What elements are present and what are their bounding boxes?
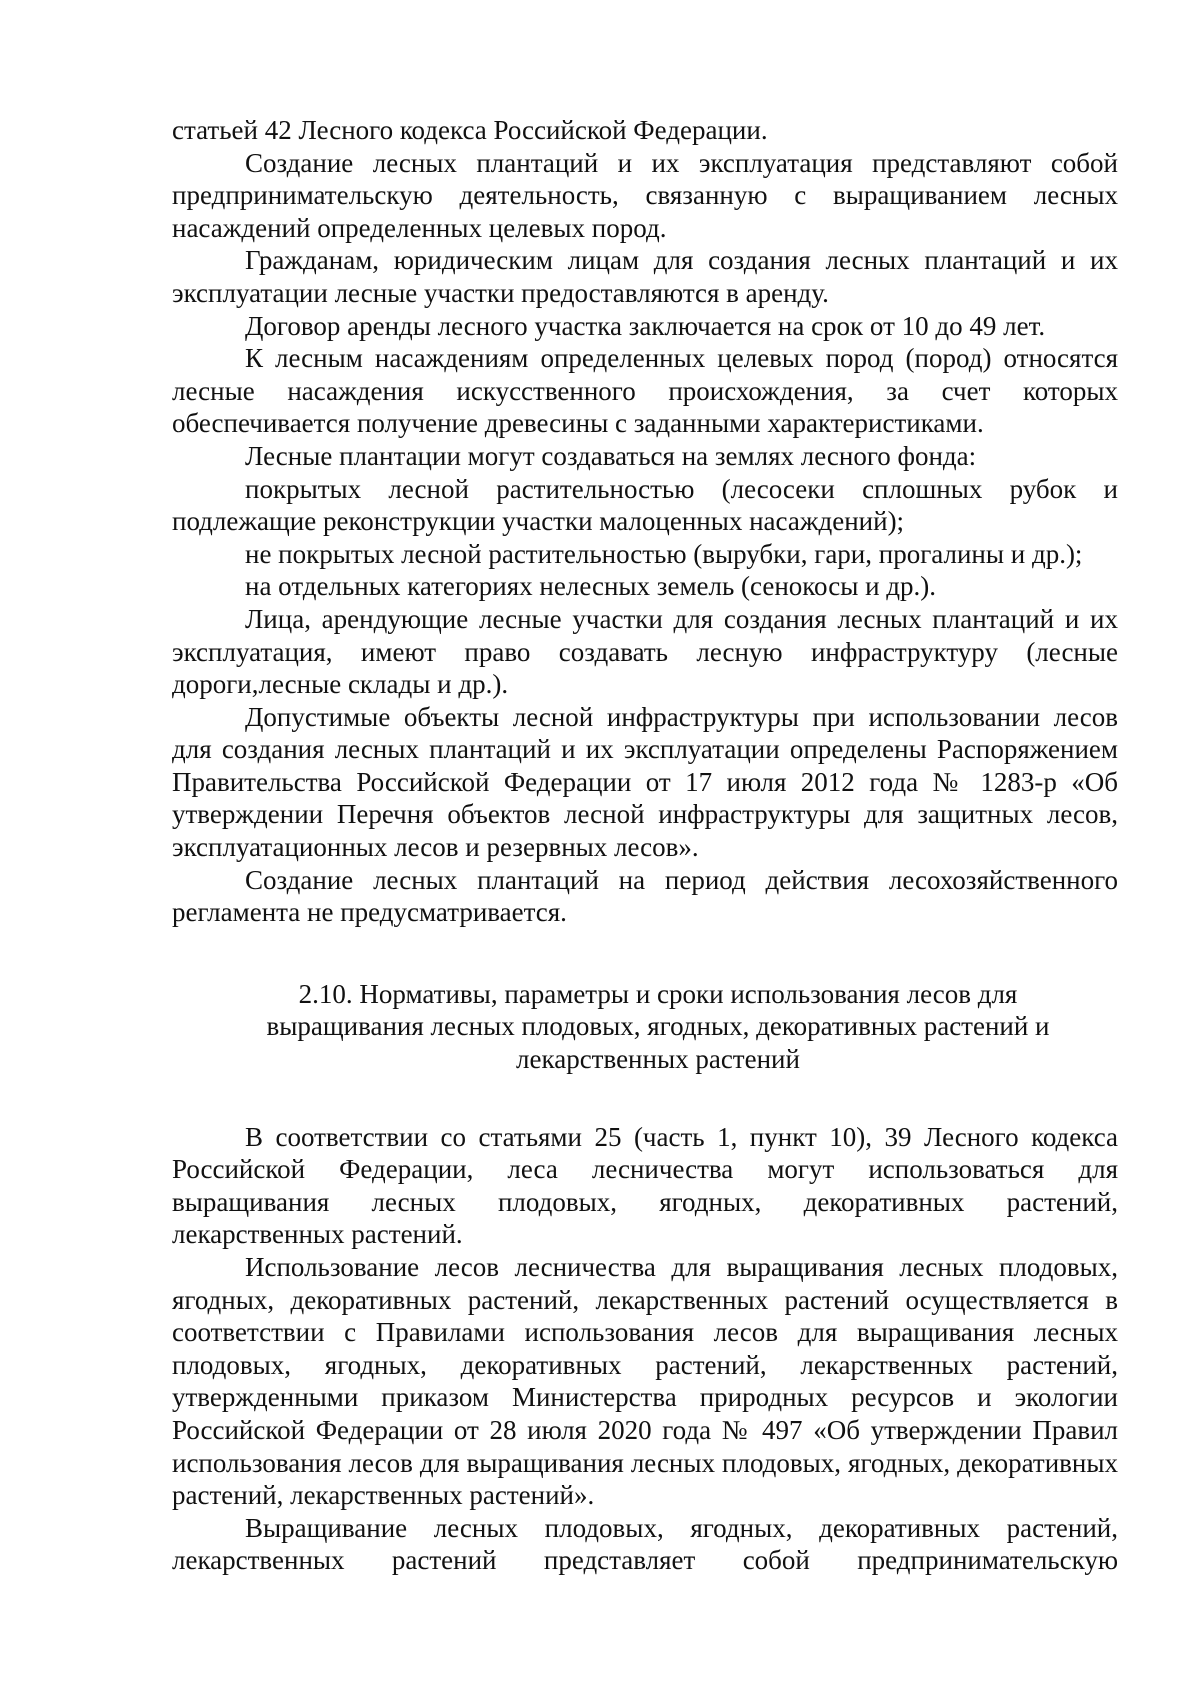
paragraph-target-species: К лесным насаждениям определенных целевых пород (пород) относятся лесные насаждения искусственного происхождения, за счет которых обеспечивается получение древесины с заданными характеристиками.	[172, 343, 1118, 439]
heading-spacer	[172, 1076, 1118, 1121]
paragraph-lease-term: Договор аренды лесного участка заключается на срок от 10 до 49 лет.	[245, 310, 1046, 341]
paragraph-continuation: статьей 42 Лесного кодекса Российской Федерации.	[172, 115, 768, 145]
paragraph-no-plantations: Создание лесных плантаций на период действия лесохозяйственного регламента не предусматривается.	[172, 864, 1118, 928]
paragraph-rules: Использование лесов лесничества для выращивания лесных плодовых, ягодных, декоративных растений, лекарственных растений осуществляется в соответствии с Правилами использования лесов для выращивания лесных плодовых, ягодных, декоративных растений, лекарственных растений, утвержденными приказом Министерства природных ресурсов и экологии Российской Федерации от 28 июля 2020 года № 497 «Об утверждении Правил использования лесов для выращивания лесных плодовых, ягодных, декоративных растений, лекарственных растений».	[172, 1252, 1118, 1511]
paragraph-infrastructure-objects: Допустимые объекты лесной инфраструктуры при использовании лесов для создания лесных плантаций и их эксплуатации определены Распоряжением Правительства Российской Федерации от 17 июля 2012 года № 1283-р «Об утверждении Перечня объектов лесной инфраструктуры для защитных лесов, эксплуатационных лесов и резервных лесов».	[172, 701, 1118, 863]
paragraph-lease: Гражданам, юридическим лицам для создания лесных плантаций и их эксплуатации лесные участки предоставляются в аренду.	[172, 245, 1118, 308]
paragraph-plantations-business: Создание лесных плантаций и их эксплуатация представляют собой предпринимательскую деятельность, связанную с выращиванием лесных насаждений определенных целевых пород.	[172, 147, 1118, 243]
paragraph-legal-basis: В соответствии со статьями 25 (часть 1, пункт 10), 39 Лесного кодекса Российской Федерации, леса лесничества могут использоваться для выращивания лесных плодовых, ягодных, декоративных растений, лекарственных растений.	[172, 1121, 1118, 1250]
document-body	[172, 114, 1118, 1577]
list-item-non-forested-lands: не покрытых лесной растительностью (вырубки, гари, прогалины и др.);	[245, 538, 1083, 569]
list-item-non-forest-lands: на отдельных категориях нелесных земель (сенокосы и др.).	[245, 571, 937, 602]
list-item-forested-lands: покрытых лесной растительностью (лесосеки сплошных рубок и подлежащие реконструкции участки малоценных насаждений);	[172, 473, 1118, 537]
paragraph-infrastructure-right: Лица, арендующие лесные участки для создания лесных плантаций и их эксплуатация, имеют право создавать лесную инфраструктуру (лесные дороги,лесные склады и др.).	[172, 603, 1118, 700]
paragraph-cultivation-business: Выращивание лесных плодовых, ягодных, декоративных растений, лекарственных растений представляет собой предпринимательскую	[172, 1512, 1118, 1576]
paragraph-land-categories-intro: Лесные плантации могут создаваться на землях лесного фонда:	[245, 440, 977, 471]
section-heading-2-10: 2.10. Нормативы, параметры и сроки использования лесов для выращивания лесных плодовых, ягодных, декоративных растений и лекарственных растений	[266, 978, 1050, 1075]
